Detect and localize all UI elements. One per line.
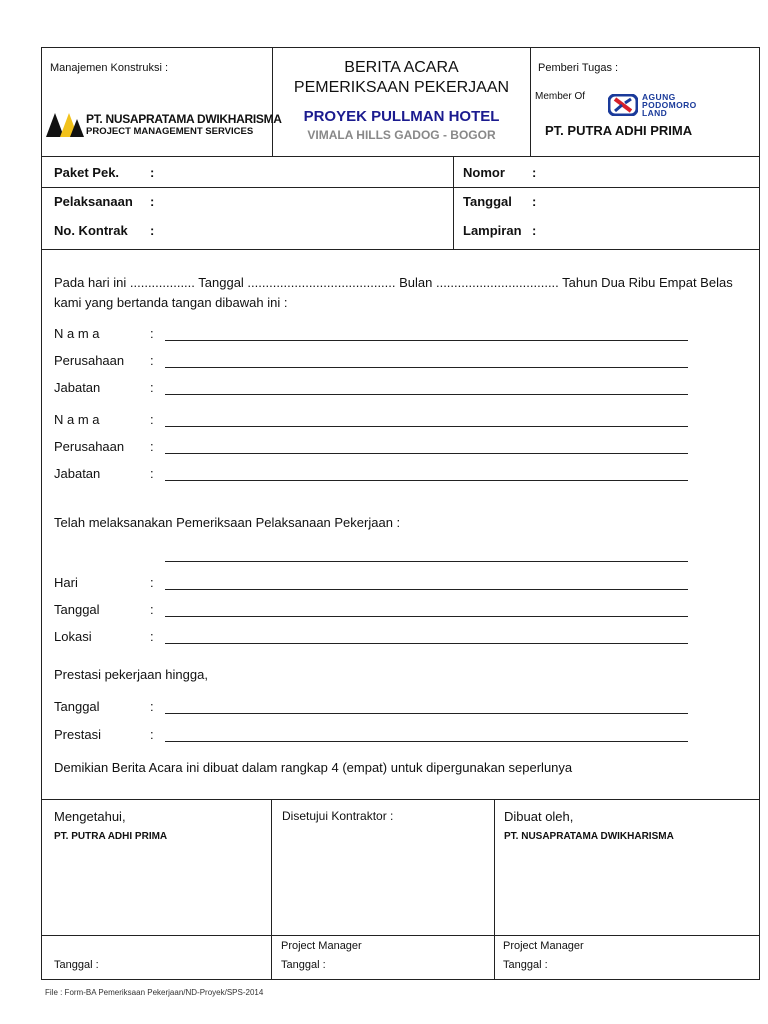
member-of-label: Member Of bbox=[535, 91, 586, 102]
nusapratama-mark-icon bbox=[46, 111, 84, 137]
field-label: N a m a bbox=[54, 326, 100, 341]
mengetahui-label: Mengetahui, bbox=[54, 809, 126, 824]
dibuat-label: Dibuat oleh, bbox=[504, 809, 574, 824]
dibuat-tanggal[interactable]: Tanggal : bbox=[503, 959, 548, 971]
kontraktor-pm: Project Manager bbox=[281, 940, 362, 952]
field-line bbox=[165, 643, 688, 644]
field-line bbox=[165, 589, 688, 590]
file-footer: File : Form-BA Pemeriksaan Pekerjaan/ND-Proyek/SPS-2014 bbox=[45, 988, 264, 997]
signature-top-rule bbox=[42, 799, 759, 800]
info-rule-2 bbox=[42, 249, 759, 250]
lampiran-colon: : bbox=[532, 223, 537, 238]
field-colon: : bbox=[150, 575, 154, 590]
kontrak-colon: : bbox=[150, 223, 155, 238]
field-colon: : bbox=[150, 466, 154, 481]
tanggal-colon: : bbox=[532, 194, 537, 209]
pemberi-label: Pemberi Tugas : bbox=[538, 62, 619, 74]
field-label: Tanggal bbox=[54, 699, 100, 714]
paket-colon: : bbox=[150, 165, 155, 180]
field-line bbox=[165, 453, 688, 454]
paket-label: Paket Pek. bbox=[54, 165, 120, 180]
field-colon: : bbox=[150, 439, 154, 454]
field-label: Perusahaan bbox=[54, 439, 125, 454]
signature-date-rule bbox=[42, 935, 759, 936]
field-label: Perusahaan bbox=[54, 353, 125, 368]
field-colon: : bbox=[150, 629, 154, 644]
disetujui-label: Disetujui Kontraktor : bbox=[282, 809, 394, 823]
closing-text: Demikian Berita Acara ini dibuat dalam rangkap 4 (empat) untuk dipergunakan seperlunya bbox=[54, 760, 573, 775]
mengetahui-company: PT. PUTRA ADHI PRIMA bbox=[54, 831, 168, 842]
header-bottom-rule bbox=[42, 156, 759, 157]
tanggal-label: Tanggal bbox=[463, 194, 512, 209]
project-name: PROYEK PULLMAN HOTEL bbox=[303, 108, 500, 125]
doc-title bbox=[273, 58, 530, 98]
field-colon: : bbox=[150, 326, 154, 341]
field-colon: : bbox=[150, 699, 154, 714]
field-label: Tanggal bbox=[54, 602, 100, 617]
field-line bbox=[165, 394, 688, 395]
signature-divider-1 bbox=[271, 799, 272, 979]
apl-logo-text: AGUNG PODOMORO LAND bbox=[642, 92, 697, 118]
form-frame bbox=[41, 47, 760, 980]
kontrak-label: No. Kontrak bbox=[54, 223, 128, 238]
project-location: VIMALA HILLS GADOG - BOGOR bbox=[307, 128, 496, 142]
field-line bbox=[165, 340, 688, 341]
pekerjaan-line[interactable] bbox=[165, 561, 688, 562]
apl-mark-icon bbox=[608, 94, 638, 116]
nomor-colon: : bbox=[532, 165, 537, 180]
title-line-2: PEMERIKSAAN PEKERJAAN bbox=[293, 79, 510, 96]
field-label: N a m a bbox=[54, 412, 100, 427]
signature-divider-2 bbox=[494, 799, 495, 979]
info-rule-1 bbox=[42, 187, 759, 188]
field-label: Lokasi bbox=[54, 629, 92, 644]
pemberi-company: PT. PUTRA ADHI PRIMA bbox=[545, 123, 693, 138]
field-colon: : bbox=[150, 412, 154, 427]
field-label: Jabatan bbox=[54, 466, 101, 481]
field-label: Hari bbox=[54, 575, 78, 590]
intro-line-2: kami yang bertanda tangan dibawah ini : bbox=[54, 295, 288, 310]
field-line bbox=[165, 367, 688, 368]
nomor-label: Nomor bbox=[463, 165, 505, 180]
header-divider-right bbox=[530, 48, 531, 156]
field-colon: : bbox=[150, 380, 154, 395]
intro-line-1: Pada hari ini .................. Tanggal ......................................... Bulan .................................. Tahun Dua Ribu Empat Belas bbox=[54, 275, 733, 290]
mk-label: Manajemen Konstruksi : bbox=[50, 62, 168, 74]
field-colon: : bbox=[150, 602, 154, 617]
prestasi-intro: Prestasi pekerjaan hingga, bbox=[54, 667, 208, 682]
field-line bbox=[165, 616, 688, 617]
mk-sub: PROJECT MANAGEMENT SERVICES bbox=[86, 126, 254, 137]
field-label: Jabatan bbox=[54, 380, 101, 395]
lampiran-label: Lampiran bbox=[463, 223, 522, 238]
nusapratama-logo bbox=[46, 111, 282, 139]
mengetahui-tanggal[interactable]: Tanggal : bbox=[54, 959, 99, 971]
pelaksanaan-colon: : bbox=[150, 194, 155, 209]
field-line bbox=[165, 741, 688, 742]
dibuat-company: PT. NUSAPRATAMA DWIKHARISMA bbox=[504, 831, 674, 842]
field-label: Prestasi bbox=[54, 727, 101, 742]
telah-text: Telah melaksanakan Pemeriksaan Pelaksanaan Pekerjaan : bbox=[54, 515, 401, 530]
title-line-1: BERITA ACARA bbox=[344, 59, 459, 76]
pelaksanaan-label: Pelaksanaan bbox=[54, 194, 133, 209]
field-line bbox=[165, 426, 688, 427]
field-line bbox=[165, 480, 688, 481]
kontraktor-tanggal[interactable]: Tanggal : bbox=[281, 959, 326, 971]
field-colon: : bbox=[150, 727, 154, 742]
field-colon: : bbox=[150, 353, 154, 368]
info-divider bbox=[453, 156, 454, 249]
mk-company: PT. NUSAPRATAMA DWIKHARISMA bbox=[86, 112, 282, 126]
apl-logo bbox=[608, 92, 718, 118]
field-line bbox=[165, 713, 688, 714]
dibuat-pm: Project Manager bbox=[503, 940, 584, 952]
